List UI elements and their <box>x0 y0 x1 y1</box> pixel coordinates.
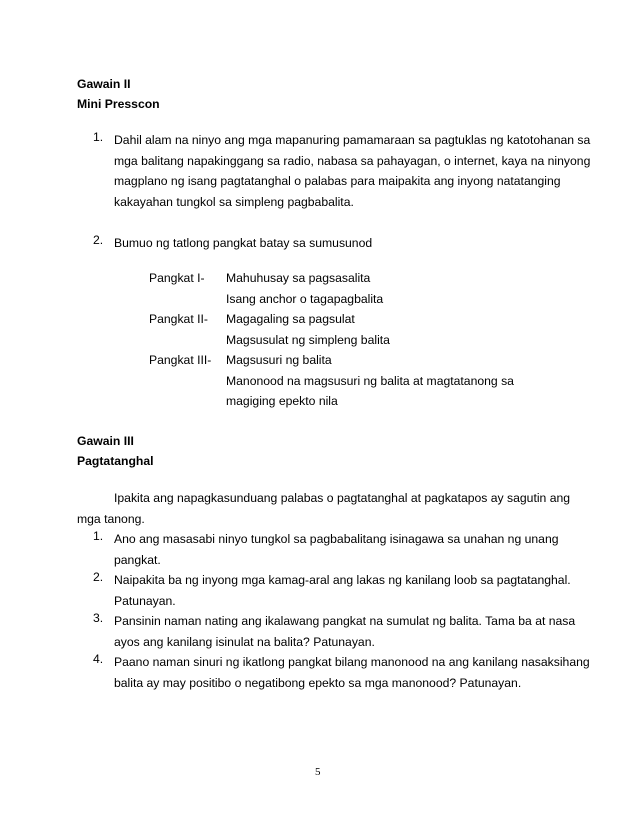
list-item-line: Patunayan. <box>114 593 176 608</box>
list-item-line: ayos ang kanilang isinulat na balita? Patunayan. <box>114 634 375 649</box>
list-item-line: magplano ng isang pagtatanghal o palabas para maipakita ang inyong natatanging <box>114 174 561 188</box>
list-item-line: Naipakita ba ng inyong mga kamag-aral ang lakas ng kanilang loob sa pagtatanghal. <box>114 573 571 587</box>
group-line: magiging epekto nila <box>226 394 338 408</box>
list-item-line: kakayahan tungkol sa simpleng pagbabalita. <box>114 194 354 209</box>
gawain-3-heading: Gawain III <box>77 434 134 448</box>
list-number: 4. <box>93 652 104 666</box>
group-description <box>226 309 390 350</box>
list-number: 3. <box>93 611 104 625</box>
list-item-line: Dahil alam na ninyo ang mga mapanuring pamamaraan sa pagtuklas ng katotohanan sa <box>114 133 591 147</box>
page-number: 5 <box>315 766 321 778</box>
list-item-line: Ano ang masasabi ninyo tungkol sa pagbabalitang isinagawa sa unahan ng unang <box>114 532 559 546</box>
group-line: Magsusuri ng balita <box>226 353 332 367</box>
group-line: Magagaling sa pagsulat <box>226 312 355 326</box>
group-line: Magsusulat ng simpleng balita <box>226 332 390 347</box>
list-item-line: pangkat. <box>114 552 161 567</box>
group-label: Pangkat III- <box>149 353 212 367</box>
list-number: 1. <box>93 529 104 543</box>
intro-paragraph: Ipakita ang napagkasunduang palabas o pagtatanghal at pagkatapos ay sagutin ang <box>114 491 571 505</box>
list-item-line: balita ay may positibo o negatibong epekto sa mga manonood? Patunayan. <box>114 675 522 690</box>
list-item-line: Bumuo ng tatlong pangkat batay sa sumusunod <box>114 236 373 250</box>
gawain-2-subheading: Mini Presscon <box>77 97 160 111</box>
group-label: Pangkat II- <box>149 312 208 326</box>
group-label: Pangkat I- <box>149 271 205 285</box>
gawain-2-heading: Gawain II <box>77 77 131 91</box>
group-line: Manonood na magsusuri ng balita at magtatanong sa <box>226 373 514 388</box>
intro-paragraph-continued: mga tanong. <box>77 512 145 526</box>
group-description <box>226 350 514 412</box>
group-line: Mahuhusay sa pagsasalita <box>226 271 371 285</box>
list-item-line: Pansinin naman nating ang ikalawang pangkat na sumulat ng balita. Tama ba at nasa <box>114 614 576 628</box>
list-number: 2. <box>93 233 104 247</box>
group-description <box>226 268 383 309</box>
list-item-line: mga balitang napakinggang sa radio, nabasa sa pahayagan, o internet, kaya na ninyong <box>114 153 591 168</box>
group-line: Isang anchor o tagapagbalita <box>226 291 384 306</box>
gawain-3-subheading: Pagtatanghal <box>77 454 154 468</box>
list-number: 1. <box>93 130 104 144</box>
list-item-line: Paano naman sinuri ng ikatlong pangkat bilang manonood na ang kanilang nasaksihang <box>114 655 590 669</box>
list-number: 2. <box>93 570 104 584</box>
